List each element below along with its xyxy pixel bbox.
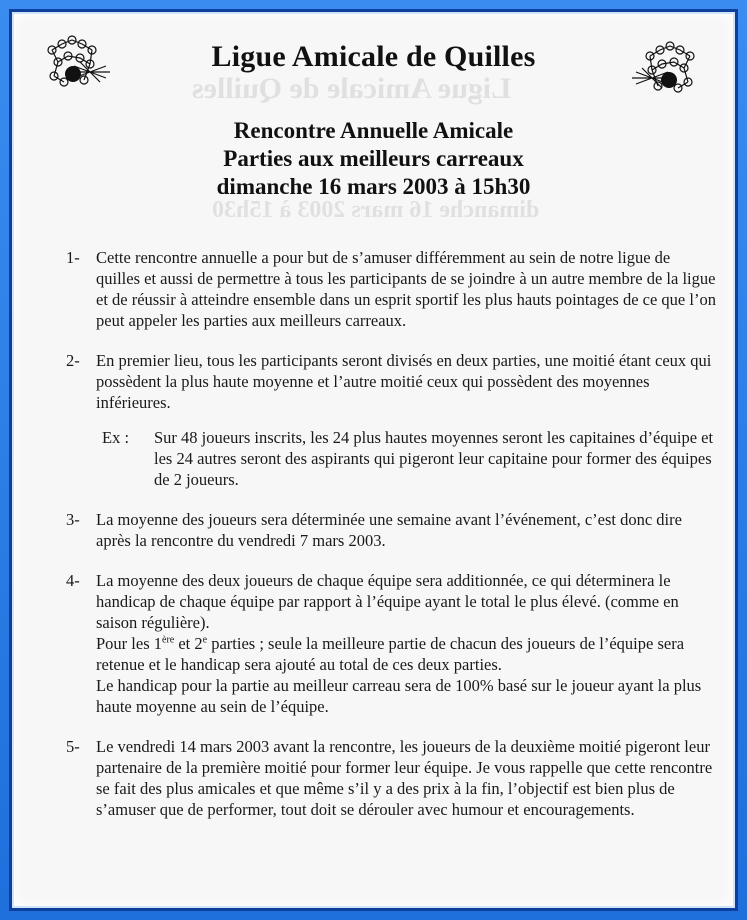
list-item	[66, 350, 716, 490]
example-block	[102, 427, 716, 490]
first-superscript: ère	[162, 634, 175, 646]
item-text-part-c: Le handicap pour la partie au meilleur carreau sera de 100% basé sur le joueur ayant la plus haute moyenne au sein de l’équipe.	[96, 676, 702, 716]
document-title: Ligue Amicale de Quilles	[211, 40, 536, 73]
pour-les-text: Pour les	[96, 634, 150, 653]
subtitle-line-2: Parties aux meilleurs carreaux	[223, 146, 524, 171]
item-text: Cette rencontre annuelle a pour but de s’amuser différemment au sein de notre ligue de quilles et aussi de permettre à tous les participants de se joindre à un autre membre de la ligue et de réussir à atteindre ensemble dans un esprit sportif les plus hauts pointages de ce que l’on peut appeler les parties aux meilleurs carreaux.	[96, 248, 716, 330]
list-item	[66, 570, 716, 717]
item-text: La moyenne des joueurs sera déterminée une semaine avant l’événement, c’est donc dire après la rencontre du vendredi 7 mars 2003.	[96, 510, 682, 550]
list-item	[66, 247, 716, 331]
document-page	[12, 12, 735, 908]
subtitle-line-3: dimanche 16 mars 2003 à 15h30	[216, 174, 531, 199]
item-text: Le vendredi 14 mars 2003 avant la rencontre, les joueurs de la deuxième moitié pigeront leur partenaire de la première moitié pour former leur équipe. Je vous rappelle que cette rencontre se fait des plus amicales et que même s’il y a des prix à la fin, l’objectif est bien plus de s’amuser que de performer, tout doit se dérouler avec humour et encouragements.	[96, 737, 713, 819]
subtitle-line-1: Rencontre Annuelle Amicale	[233, 118, 514, 143]
document-subtitle	[12, 117, 735, 201]
bleed-through-title: Ligue Amicale de Quilles	[192, 72, 512, 105]
second-number: 2	[194, 634, 203, 653]
example-text: Sur 48 joueurs inscrits, les 24 plus hautes moyennes seront les capitaines d’équipe et les 24 autres seront des aspirants qui pigeront leur capitaine pour former des équipes de 2 joueurs.	[154, 428, 714, 489]
item-number: 3-	[66, 510, 80, 529]
item-text-part-a: La moyenne des deux joueurs de chaque équipe sera additionnée, ce qui déterminera le handicap de chaque équipe par rapport à l’équipe ayant le total le plus élevé. (comme en saison régulière).	[96, 571, 679, 632]
item-text: En premier lieu, tous les participants seront divisés en deux parties, une moitié étant ceux qui possèdent la plus haute moyenne et l’autre moitié ceux qui possèdent des moyennes inférieures.	[96, 351, 712, 412]
bleed-through-subtitle: dimanche 16 mars 2003 à 15h30	[212, 197, 540, 223]
item-number: 5-	[66, 737, 80, 756]
parties-text: parties ; seule la meilleure partie de chacun des joueurs de l’équipe sera retenue et le handicap sera ajouté au total de ces deux parties.	[96, 634, 685, 674]
first-number: 1	[153, 634, 162, 653]
item-text-part-b	[96, 633, 716, 675]
list-item	[66, 509, 716, 551]
item-text	[96, 570, 716, 717]
item-number: 2-	[66, 351, 80, 370]
list-item	[66, 736, 716, 820]
item-number: 4-	[66, 571, 80, 590]
et-text: et	[178, 634, 191, 653]
example-label: Ex :	[102, 428, 130, 447]
document-body	[66, 247, 716, 839]
item-number: 1-	[66, 248, 80, 267]
second-superscript: e	[202, 634, 208, 646]
